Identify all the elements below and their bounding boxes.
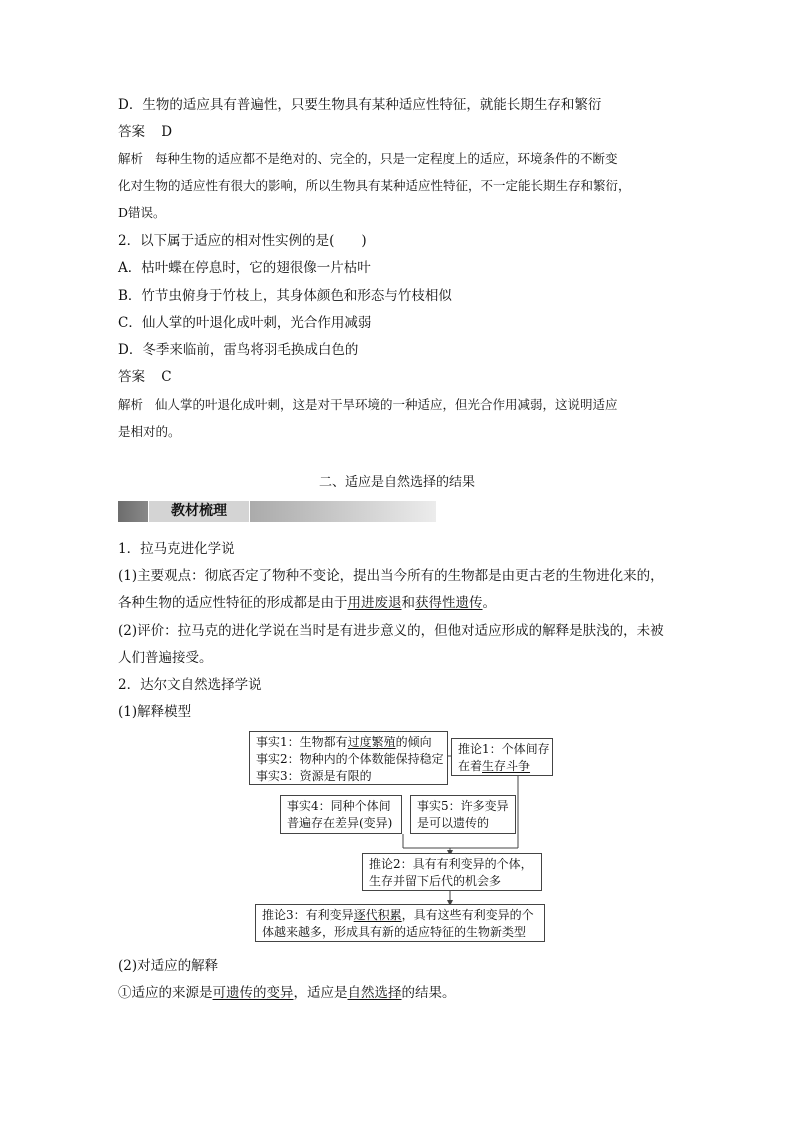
text: 事实1：生物都有: [256, 735, 348, 749]
analysis-label: 解析: [118, 397, 144, 412]
blank-answer: 生存斗争: [482, 759, 531, 773]
blank-answer: 逐代积累: [353, 908, 402, 922]
q2-option-d: D．冬季来临前，雷鸟将羽毛换成白色的: [118, 342, 359, 358]
text: 和: [401, 595, 415, 611]
q2-analysis-line2: 是相对的。: [118, 424, 181, 439]
fact5-line1: 事实5：许多变异: [417, 799, 509, 813]
text: 的倾向: [395, 735, 432, 749]
banner-label: 教材梳理: [148, 501, 250, 522]
darwin-sub2: (2)对适应的解释: [118, 958, 219, 974]
fact5-line2: 是可以遗传的: [417, 816, 490, 830]
q2-stem: 2．以下属于适应的相对性实例的是( ): [118, 233, 367, 249]
answer-value: D: [161, 124, 173, 140]
inf2-line1: 推论2：具有有利变异的个体，: [369, 857, 533, 871]
section-banner: [118, 501, 436, 522]
inf3-line2: 体越来越多，形成具有新的适应特征的生物新类型: [262, 925, 527, 939]
q1-analysis-line3: D错误。: [118, 205, 166, 220]
answer-value: C: [161, 369, 172, 385]
analysis-text: 每种生物的适应都不是绝对的、完全的，只是一定程度上的适应，环境条件的不断变: [155, 151, 618, 166]
fact4-line1: 事实4：同种个体间: [287, 799, 391, 813]
blank-answer: 获得性遗传: [415, 595, 483, 611]
q2-analysis-line1: [118, 395, 618, 415]
text: ，具有这些有利变异的个: [401, 908, 534, 922]
darwin-adaptation-line: [118, 983, 456, 1003]
fact1: [256, 734, 441, 751]
blank-answer: 自然选择: [347, 985, 402, 1001]
lamarck-p2-line1: (2)评价：拉马克的进化学说在当时是有进步意义的，但他对适应形成的解释是肤浅的，未被: [118, 623, 664, 639]
inference1-box: [451, 738, 553, 776]
text: 在着: [458, 759, 483, 773]
text: ，适应是: [293, 985, 348, 1001]
analysis-label: 解析: [118, 151, 144, 166]
q2-option-a: A．枯叶蝶在停息时，它的翅很像一片枯叶: [118, 260, 371, 276]
inference3-box: [255, 904, 545, 942]
text: 。: [482, 595, 496, 611]
text: 各种生物的适应性特征的形成都是由于: [118, 595, 348, 611]
fact4-line2: 普遍存在差异(变异): [287, 816, 393, 830]
lamarck-p1-line2: [118, 593, 496, 613]
fact5-box: [410, 795, 516, 834]
inf1-line2: [458, 758, 546, 775]
fact2: 事实2：物种内的个体数能保持稳定: [256, 752, 444, 766]
lamarck-heading: 1．拉马克进化学说: [118, 541, 235, 557]
lamarck-p1-line1: (1)主要观点：彻底否定了物种不变论，提出当今所有的生物都是由更古老的生物进化来的，: [118, 568, 664, 584]
inference2-box: [362, 853, 542, 891]
q1-analysis-line1: [118, 149, 618, 169]
q1-answer: [118, 122, 172, 142]
inf3-line1: [262, 907, 538, 924]
inf2-line2: 生存并留下后代的机会多: [369, 874, 502, 888]
section-title: 二、适应是自然选择的结果: [318, 475, 475, 490]
q2-answer: [118, 367, 172, 387]
q2-option-b: B．竹节虫俯身于竹枝上，其身体颜色和形态与竹枝相似: [118, 288, 452, 304]
blank-answer: 过度繁殖: [347, 735, 396, 749]
inf1-line1: 推论1：个体间存: [458, 742, 550, 756]
fact4-box: [280, 795, 402, 834]
darwin-heading: 2．达尔文自然选择学说: [118, 677, 262, 693]
q1-analysis-line2: 化对生物的适应性有很大的影响，所以生物具有某种适应性特征，不一定能长期生存和繁衍，: [118, 178, 631, 193]
text: 推论3：有利变异: [262, 908, 354, 922]
blank-answer: 用进废退: [347, 595, 402, 611]
fact3: 事实3：资源是有限的: [256, 769, 372, 783]
q2-option-c: C．仙人掌的叶退化成叶刺，光合作用减弱: [118, 315, 372, 331]
text: 的结果。: [401, 985, 456, 1001]
darwin-sub1: (1)解释模型: [118, 704, 192, 720]
answer-label: 答案: [118, 369, 145, 385]
answer-label: 答案: [118, 124, 145, 140]
lamarck-p2-line2: 人们普遍接受。: [118, 650, 213, 666]
facts-1-3-box: [249, 731, 448, 785]
text: ①适应的来源是: [118, 985, 213, 1001]
blank-answer: 可遗传的变异: [212, 985, 294, 1001]
q1-option-d: D．生物的适应具有普遍性，只要生物具有某种适应性特征，就能长期生存和繁衍: [118, 97, 602, 113]
analysis-text: 仙人掌的叶退化成叶刺，这是对干旱环境的一种适应，但光合作用减弱，这说明适应: [155, 397, 618, 412]
